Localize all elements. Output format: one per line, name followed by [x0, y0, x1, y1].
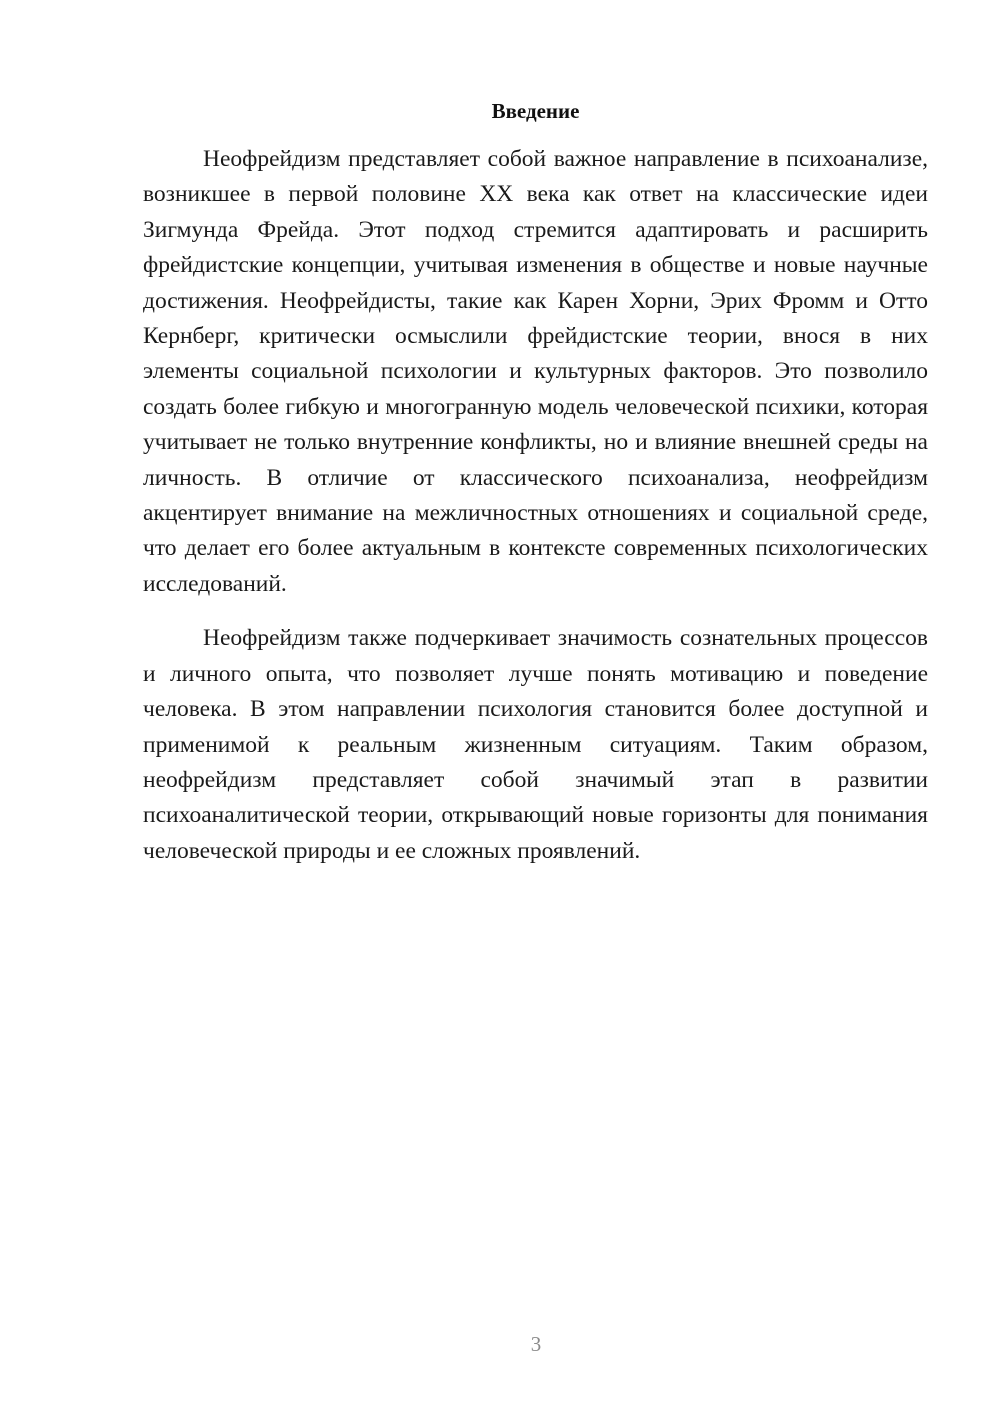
paragraph-1: Неофрейдизм представляет собой важное направление в психоанализе, возникшее в первой половине XX века как ответ на классические идеи Зигмунда Фрейда. Этот подход стремится адаптировать и расширить фрейдистские концепции, учитывая изменения в обществе и новые научные достижения. Неофрейдисты, такие как Карен Хорни, Эрих Фромм и Отто Кернберг, критически осмыслили фрейдистские теории, внося в них элементы социальной психологии и культурных факторов. Это позволило создать более гибкую и многогранную модель человеческой психики, которая учитывает не только внутренние конфликты, но и влияние внешней среды на личность. В отличие от классического психоанализа, неофрейдизм акцентирует внимание на межличностных отношениях и социальной среде, что делает его более актуальным в контексте современных психологических исследований.	[143, 146, 928, 597]
section-title: Введение	[491, 99, 580, 123]
page-number: 3	[530, 1332, 542, 1356]
paragraph-2: Неофрейдизм также подчеркивает значимость сознательных процессов и личного опыта, что позволяет лучше понять мотивацию и поведение человека. В этом направлении психология становится более доступной и применимой к реальным жизненным ситуациям. Таким образом, неофрейдизм представляет собой значимый этап в развитии психоаналитической теории, открывающий новые горизонты для понимания человеческой природы и ее сложных проявлений.	[143, 625, 928, 864]
page-content	[143, 96, 928, 869]
